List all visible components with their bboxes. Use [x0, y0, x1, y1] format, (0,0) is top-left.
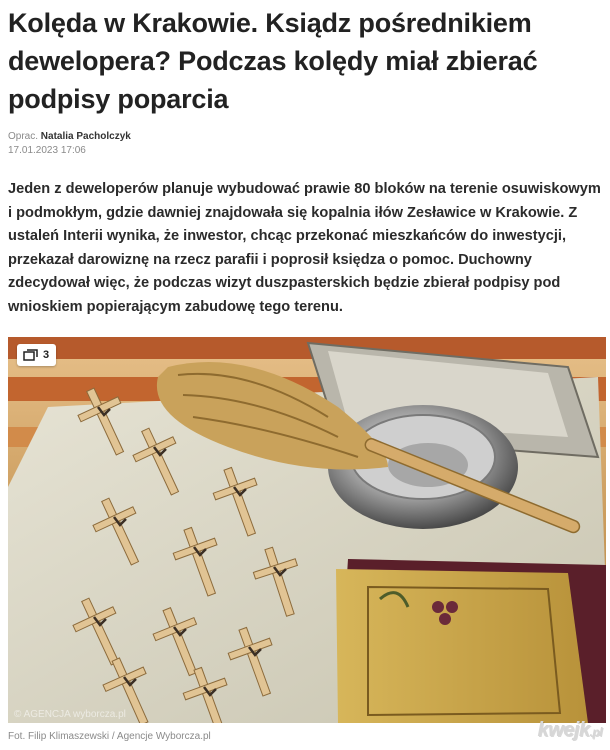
- site-watermark: [538, 719, 602, 742]
- byline-prefix: Oprac.: [8, 131, 39, 142]
- author-link[interactable]: Natalia Pacholczyk: [40, 131, 131, 142]
- byline: [8, 130, 131, 143]
- gallery-count: 3: [43, 349, 50, 361]
- article-photo[interactable]: [8, 337, 606, 723]
- publish-date: 17.01.2023 17:06: [8, 145, 86, 156]
- site-watermark-tld: .pl: [589, 725, 602, 739]
- gallery-count-button[interactable]: [17, 344, 56, 366]
- gallery-icon: [23, 349, 38, 361]
- photo-image: [8, 337, 606, 723]
- article-lead: Jeden z deweloperów planuje wybudować prawie 80 bloków na terenie osuwiskowym i podmokłym, gdzie dawniej znajdowała się kopalnia iłów Zesławice w Krakowie. Z ustaleń Interii wynika, że inwestor, chcąc przekonać mieszkańców do inwestycji, przekazał darowiznę na rzecz parafii i poprosił księdza o pomoc. Duchowny zdecydował więc, że podczas wizyt duszpasterskich będzie zbierał podpisy pod wnioskiem popierającym zabudowę tego terenu.: [8, 181, 601, 315]
- site-watermark-name: kwejk: [537, 719, 590, 741]
- article-headline: Kolęda w Krakowie. Ksiądz pośrednikiem dewelopera? Podczas kolędy miał zbierać podpisy poparcia: [8, 8, 538, 114]
- photo-caption: Fot. Filip Klimaszewski / Agencje Wyborcza.pl: [8, 731, 211, 742]
- photo-watermark: © AGENCJA wyborcza.pl: [14, 709, 126, 720]
